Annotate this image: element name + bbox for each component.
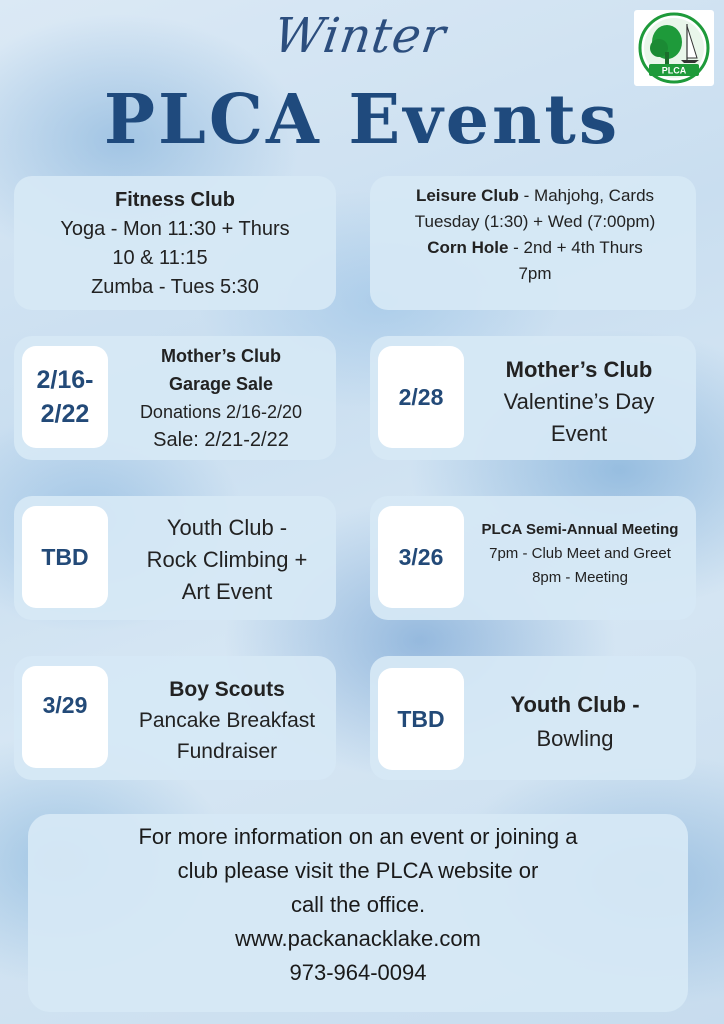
- fitness-club-title: Fitness Club: [114, 189, 235, 211]
- meeting-greet-time: 7pm - Club Meet and Greet: [489, 545, 671, 562]
- meeting-time: 8pm - Meeting: [532, 569, 628, 586]
- valentine-date-box: [378, 346, 464, 448]
- fitness-yoga-times: 10 & 11:15: [112, 247, 208, 269]
- leisure-activities: - Mahjohg, Cards: [518, 186, 655, 205]
- garage-sale-date-box: [22, 346, 108, 448]
- boy-scouts-fundraiser: Fundraiser: [176, 740, 278, 763]
- phone-number[interactable]: 973-964-0094: [289, 960, 427, 985]
- cornhole-time: 7pm: [518, 264, 552, 283]
- garage-sale-text: [112, 342, 330, 454]
- youth-climbing-club: Youth Club -: [166, 515, 288, 540]
- meeting-text: [464, 518, 696, 590]
- garage-sale-dates: Sale: 2/21-2/22: [153, 429, 289, 451]
- fitness-club-text: [14, 186, 336, 302]
- youth-bowling-date-box: [378, 668, 464, 770]
- valentine-club: Mother’s Club: [505, 357, 653, 382]
- youth-climbing-activity: Rock Climbing +: [146, 547, 308, 572]
- script-title-winter: Winter: [270, 8, 450, 64]
- garage-sale-date-end: 2/22: [40, 400, 90, 428]
- fitness-zumba-line: Zumba - Tues 5:30: [91, 276, 259, 298]
- info-text: [28, 820, 688, 990]
- tree-sailboat-logo-icon: [637, 12, 711, 84]
- youth-bowling-activity: Bowling: [536, 726, 614, 751]
- leisure-times: Tuesday (1:30) + Wed (7:00pm): [414, 212, 656, 231]
- boy-scouts-text: [112, 674, 342, 767]
- valentine-text: [468, 354, 690, 450]
- boy-scouts-event: Pancake Breakfast: [138, 709, 316, 732]
- garage-sale-club: Mother’s Club: [161, 346, 281, 366]
- youth-bowling-text: [464, 688, 686, 756]
- youth-bowling-club: Youth Club -: [510, 692, 640, 717]
- meeting-date-box: [378, 506, 464, 608]
- youth-bowling-date: TBD: [397, 705, 445, 732]
- boy-scouts-date-box: [22, 666, 108, 768]
- valentine-title: Valentine’s Day: [503, 389, 655, 414]
- youth-climbing-text: [118, 512, 336, 608]
- meeting-date: 3/26: [398, 543, 444, 570]
- leisure-club-text: [382, 183, 688, 287]
- garage-sale-donations: Donations 2/16-2/20: [139, 402, 303, 422]
- cornhole-title: Corn Hole: [427, 238, 509, 257]
- leisure-club-title: Leisure Club: [415, 186, 519, 205]
- boy-scouts-date: 3/29: [42, 692, 88, 718]
- logo-text: PLCA: [661, 65, 687, 76]
- cornhole-days: - 2nd + 4th Thurs: [508, 238, 643, 257]
- website-link[interactable]: www.packanacklake.com: [235, 926, 481, 951]
- youth-climbing-date: TBD: [41, 543, 89, 570]
- meeting-title: PLCA Semi-Annual Meeting: [481, 521, 679, 538]
- youth-climbing-date-box: [22, 506, 108, 608]
- youth-climbing-art: Art Event: [181, 579, 273, 604]
- boy-scouts-title: Boy Scouts: [169, 678, 285, 701]
- info-line-3: call the office.: [290, 892, 426, 917]
- plca-logo: [634, 10, 714, 86]
- valentine-event: Event: [550, 421, 608, 446]
- fitness-yoga-line: Yoga - Mon 11:30 + Thurs: [60, 218, 290, 240]
- info-line-1: For more information on an event or joining a: [138, 824, 578, 849]
- page-title: PLCA Events: [103, 80, 621, 160]
- garage-sale-date-start: 2/16-: [36, 366, 94, 394]
- valentine-date: 2/28: [398, 383, 444, 410]
- info-line-2: club please visit the PLCA website or: [177, 858, 539, 883]
- garage-sale-title: Garage Sale: [168, 374, 274, 394]
